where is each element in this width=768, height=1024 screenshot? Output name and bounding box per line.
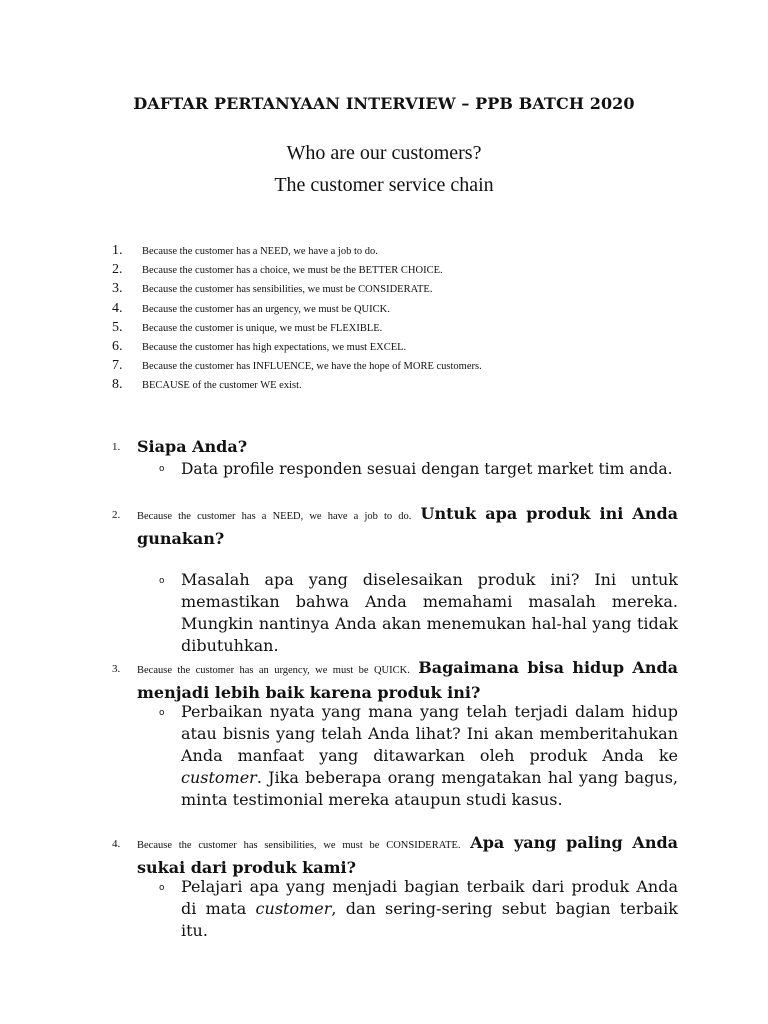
list-number: 3. [112, 281, 123, 297]
list-number: 8. [112, 377, 123, 393]
list-text: Because the customer has INFLUENCE, we have the hope of MORE customers. [142, 361, 482, 373]
question-text: Apa yang paling Anda sukai dari produk kami? [137, 833, 679, 877]
list-text: Because the customer is unique, we must be FLEXIBLE. [142, 322, 383, 334]
bullet-icon: o [159, 464, 165, 474]
question-number: 4. [112, 838, 121, 850]
question-answer: Data profile responden sesuai dengan target market tim anda. [181, 460, 673, 478]
question-heading [137, 503, 678, 550]
question-prefix: Because the customer has sensibilities, we must be CONSIDERATE. [137, 840, 461, 851]
answer-text: Pelajari apa yang menjadi bagian terbaik dari produk Anda di mata [181, 877, 678, 918]
question-heading [137, 657, 678, 704]
list-item [112, 375, 712, 394]
list-text: Because the customer has an urgency, we must be QUICK. [142, 303, 390, 315]
bullet-icon: o [159, 576, 165, 586]
list-number: 5. [112, 319, 123, 335]
customer-service-chain-list [112, 241, 712, 395]
question-text: Untuk apa produk ini Anda gunakan? [137, 504, 678, 548]
subtitle-line-2: The customer service chain [274, 174, 494, 196]
list-text: Because the customer has sensibilities, we must be CONSIDERATE. [142, 284, 433, 296]
list-text: Because the customer has high expectations, we must EXCEL. [142, 341, 407, 353]
list-item [112, 318, 712, 337]
list-item [112, 356, 712, 375]
answer-text: . Jika beberapa orang mengatakan hal yang bagus, minta testimonial mereka ataupun studi kasus. [181, 768, 678, 809]
question-number: 1. [112, 441, 121, 453]
question-prefix: Because the customer has a NEED, we have a job to do. [137, 511, 412, 522]
question-text: Bagaimana bisa hidup Anda menjadi lebih baik karena produk ini? [137, 658, 679, 702]
question-heading [137, 832, 678, 879]
list-item [112, 299, 712, 318]
list-item [112, 337, 712, 356]
question-text: Siapa Anda? [137, 437, 248, 456]
list-item [112, 279, 712, 298]
list-item [112, 260, 712, 279]
list-text: Because the customer has a NEED, we have a job to do. [142, 246, 378, 257]
bullet-icon: o [159, 708, 165, 718]
list-number: 1. [112, 243, 123, 258]
list-number: 2. [112, 262, 123, 278]
answer-emphasis: customer [255, 899, 332, 918]
question-prefix: Because the customer has an urgency, we must be QUICK. [137, 665, 410, 676]
answer-text: , dan sering-sering sebut bagian terbaik itu. [181, 899, 678, 940]
list-text: BECAUSE of the customer WE exist. [142, 380, 302, 392]
question-answer [181, 876, 678, 942]
list-number: 7. [112, 358, 123, 374]
bullet-icon: o [159, 883, 165, 893]
list-text: Because the customer has a choice, we must be the BETTER CHOICE. [142, 265, 443, 277]
list-item [112, 241, 712, 260]
question-answer: Masalah apa yang diselesaikan produk ini? Ini untuk memastikan bahwa Anda memahami masalah mereka. Mungkin nantinya Anda akan menemukan hal-hal yang tidak dibutuhkan. [181, 570, 678, 655]
list-number: 6. [112, 338, 123, 354]
list-number: 4. [112, 300, 123, 316]
question-number: 3. [112, 663, 121, 675]
subtitle-line-1: Who are our customers? [286, 142, 482, 164]
answer-emphasis: customer [181, 768, 257, 787]
question-number: 2. [112, 509, 121, 521]
question-heading [137, 436, 678, 458]
answer-text: Perbaikan nyata yang mana yang telah terjadi dalam hidup atau bisnis yang telah Anda lihat? Ini akan memberitahukan Anda manfaat yang ditawarkan oleh produk Anda ke [181, 702, 678, 765]
document-title: DAFTAR PERTANYAAN INTERVIEW – PPB BATCH 2020 [133, 94, 635, 113]
question-answer [181, 701, 678, 811]
